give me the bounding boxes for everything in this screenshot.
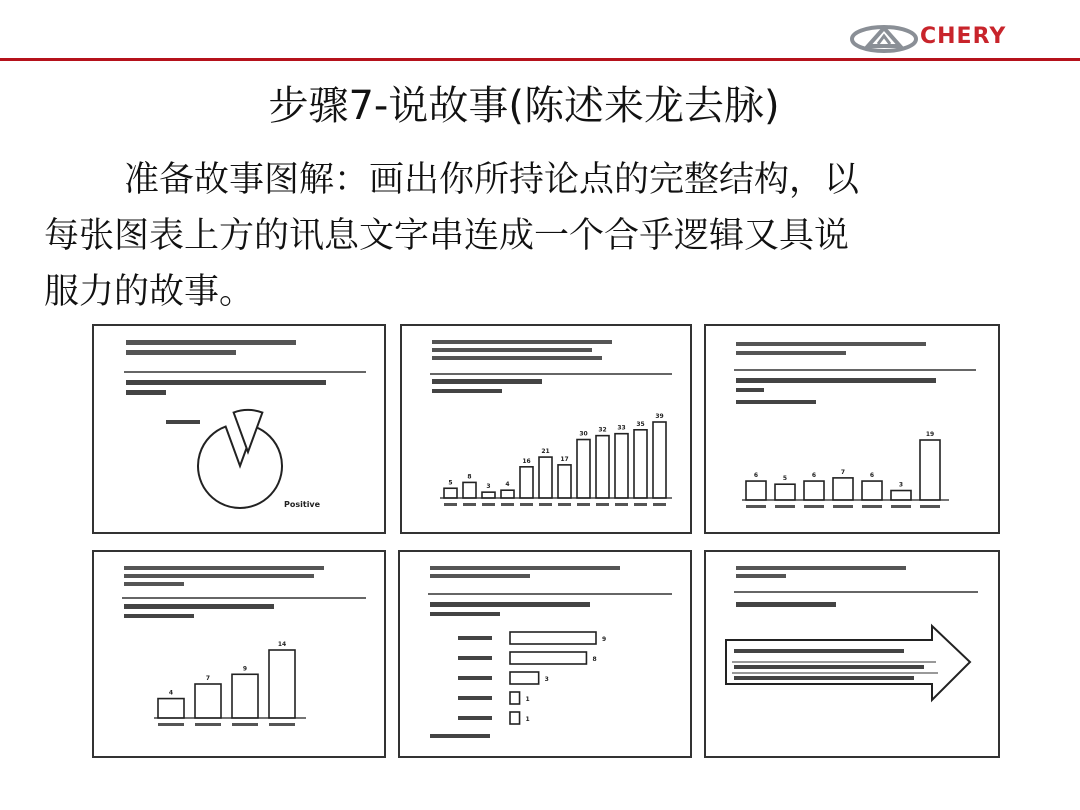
bar xyxy=(891,491,911,500)
pie-label xyxy=(166,420,200,424)
tick-label xyxy=(463,503,476,506)
tick-label xyxy=(558,503,571,506)
bar xyxy=(577,440,590,498)
arrow-statement-2 xyxy=(734,665,924,669)
arrow-statement-1 xyxy=(734,649,904,653)
bar-value-label: 19 xyxy=(925,431,935,438)
tick-label xyxy=(775,505,795,508)
scribble-line xyxy=(432,348,592,352)
bar-value-label: 6 xyxy=(753,472,759,480)
tick-label xyxy=(539,503,552,506)
bar xyxy=(558,465,571,498)
bar xyxy=(444,488,457,498)
bar xyxy=(510,672,539,684)
scribble-line xyxy=(430,574,530,578)
bar xyxy=(463,482,476,498)
bar xyxy=(510,652,586,664)
bar-value-label: 3 xyxy=(544,676,549,683)
tick-label xyxy=(833,505,853,508)
bar xyxy=(510,632,596,644)
bar xyxy=(862,481,882,500)
tick-label xyxy=(520,503,533,506)
bar-value-label: 4 xyxy=(168,689,174,697)
pie-label-positive: Positive xyxy=(284,500,321,509)
scribble-line xyxy=(736,351,846,355)
bar-value-label: 5 xyxy=(782,475,788,483)
scribble-line xyxy=(124,566,324,570)
tick-label xyxy=(615,503,628,506)
bar xyxy=(269,650,295,718)
tick-label xyxy=(444,503,457,506)
thumbnail-ascending-bar-chart xyxy=(92,550,386,758)
bar-value-label: 8 xyxy=(467,473,472,481)
scribble-line xyxy=(430,602,590,607)
bar-value-label: 14 xyxy=(277,641,287,648)
thumbnail-bar-chart-outlier xyxy=(704,324,1000,534)
bar-value-label: 8 xyxy=(592,656,597,663)
scribble-line xyxy=(736,566,906,570)
pie-chart-svg xyxy=(94,326,384,532)
bar-value-label: 5 xyxy=(448,479,453,487)
bar xyxy=(920,440,940,500)
tick-label xyxy=(232,723,258,726)
bar-value-label: 6 xyxy=(869,472,875,480)
scribble-line xyxy=(126,350,236,355)
tick-label xyxy=(634,503,647,506)
bar-value-label: 1 xyxy=(525,716,530,723)
scribble-line xyxy=(736,400,816,404)
bar-value-label: 30 xyxy=(579,430,588,438)
scribble-line xyxy=(124,582,184,586)
scribble-line xyxy=(126,380,326,385)
slide-title: 步骤7-说故事(陈述来龙去脉) xyxy=(268,83,780,129)
scribble-line xyxy=(124,604,274,609)
thumbnail-pie-chart xyxy=(92,324,386,534)
category-label xyxy=(458,716,492,720)
tick-label xyxy=(653,503,666,506)
bar-value-label: 17 xyxy=(560,455,569,463)
bar-value-label: 39 xyxy=(655,413,664,420)
thumbnail-arrow-diagram xyxy=(704,550,1000,758)
tick-label xyxy=(269,723,295,726)
bar xyxy=(232,674,258,718)
brand-wordmark: CHERY xyxy=(920,24,1007,49)
scribble-line xyxy=(430,612,500,616)
category-label xyxy=(458,656,492,660)
arrow-statement-3 xyxy=(734,676,914,680)
scribble-line xyxy=(124,614,194,618)
bar xyxy=(596,436,609,498)
tick-label xyxy=(577,503,590,506)
bar-value-label: 3 xyxy=(898,481,904,489)
tick-label xyxy=(920,505,940,508)
pie-slice-main xyxy=(198,427,282,508)
scribble-line xyxy=(432,356,602,360)
scribble-line xyxy=(736,388,764,392)
body-line-1: 准备故事图解：画出你所持论点的完整结构，以 xyxy=(124,160,860,200)
tick-label xyxy=(158,723,184,726)
scribble-line xyxy=(124,574,314,578)
scribble-line xyxy=(126,340,296,345)
category-label xyxy=(458,696,492,700)
bar xyxy=(482,492,495,498)
bar-value-label: 7 xyxy=(840,468,846,476)
tick-label xyxy=(891,505,911,508)
bar-value-label: 1 xyxy=(525,696,530,703)
tick-label xyxy=(501,503,514,506)
monthly-bar-svg xyxy=(402,326,690,532)
scribble-line xyxy=(736,574,786,578)
bar xyxy=(510,712,520,724)
arrow-diagram-svg xyxy=(706,552,998,756)
bar xyxy=(615,434,628,498)
outlier-bar-svg xyxy=(706,326,998,532)
scribble-line xyxy=(432,379,542,384)
scribble-line xyxy=(736,378,936,383)
slide-body xyxy=(44,152,1024,320)
tick-label xyxy=(862,505,882,508)
tick-label xyxy=(482,503,495,506)
bar xyxy=(775,484,795,500)
horizontal-bar-svg xyxy=(400,552,690,756)
bar-value-label: 3 xyxy=(486,483,491,491)
tick-label xyxy=(746,505,766,508)
bar-value-label: 7 xyxy=(205,675,211,682)
bar-value-label: 9 xyxy=(242,665,248,673)
bar-value-label: 35 xyxy=(636,420,645,428)
bar-value-label: 6 xyxy=(811,472,817,480)
scribble-line xyxy=(430,566,620,570)
bar xyxy=(833,478,853,500)
category-label xyxy=(458,636,492,640)
scribble-line xyxy=(126,390,166,395)
bar xyxy=(501,490,514,498)
category-label xyxy=(458,676,492,680)
bar xyxy=(804,481,824,500)
bar-value-label: 16 xyxy=(522,457,531,465)
bar xyxy=(539,457,552,498)
bar-value-label: 4 xyxy=(505,481,510,489)
bar xyxy=(510,692,520,704)
bar xyxy=(653,422,666,498)
tick-label xyxy=(195,723,221,726)
thumbnail-monthly-bar-chart xyxy=(400,324,692,534)
body-line-2: 每张图表上方的讯息文字串连成一个合乎逻辑又具说 xyxy=(44,216,850,256)
bar xyxy=(158,699,184,718)
bar-value-label: 21 xyxy=(541,448,550,456)
tick-label xyxy=(596,503,609,506)
thumbnail-horizontal-bar-chart xyxy=(398,550,692,758)
body-line-3: 服力的故事。 xyxy=(44,272,255,312)
bar-value-label: 32 xyxy=(598,426,607,434)
ascending-bar-svg xyxy=(94,552,384,756)
bar xyxy=(634,430,647,498)
tick-label xyxy=(804,505,824,508)
bar-value-label: 9 xyxy=(602,636,607,643)
bar xyxy=(195,684,221,718)
arrow-shape xyxy=(726,626,970,700)
bar-value-label: 33 xyxy=(617,424,626,432)
scribble-line xyxy=(430,734,490,738)
scribble-line xyxy=(432,389,502,393)
scribble-line xyxy=(736,342,926,346)
bar xyxy=(520,467,533,498)
scribble-line xyxy=(736,602,836,607)
header-rule xyxy=(0,58,1080,61)
scribble-line xyxy=(432,340,612,344)
bar xyxy=(746,481,766,500)
